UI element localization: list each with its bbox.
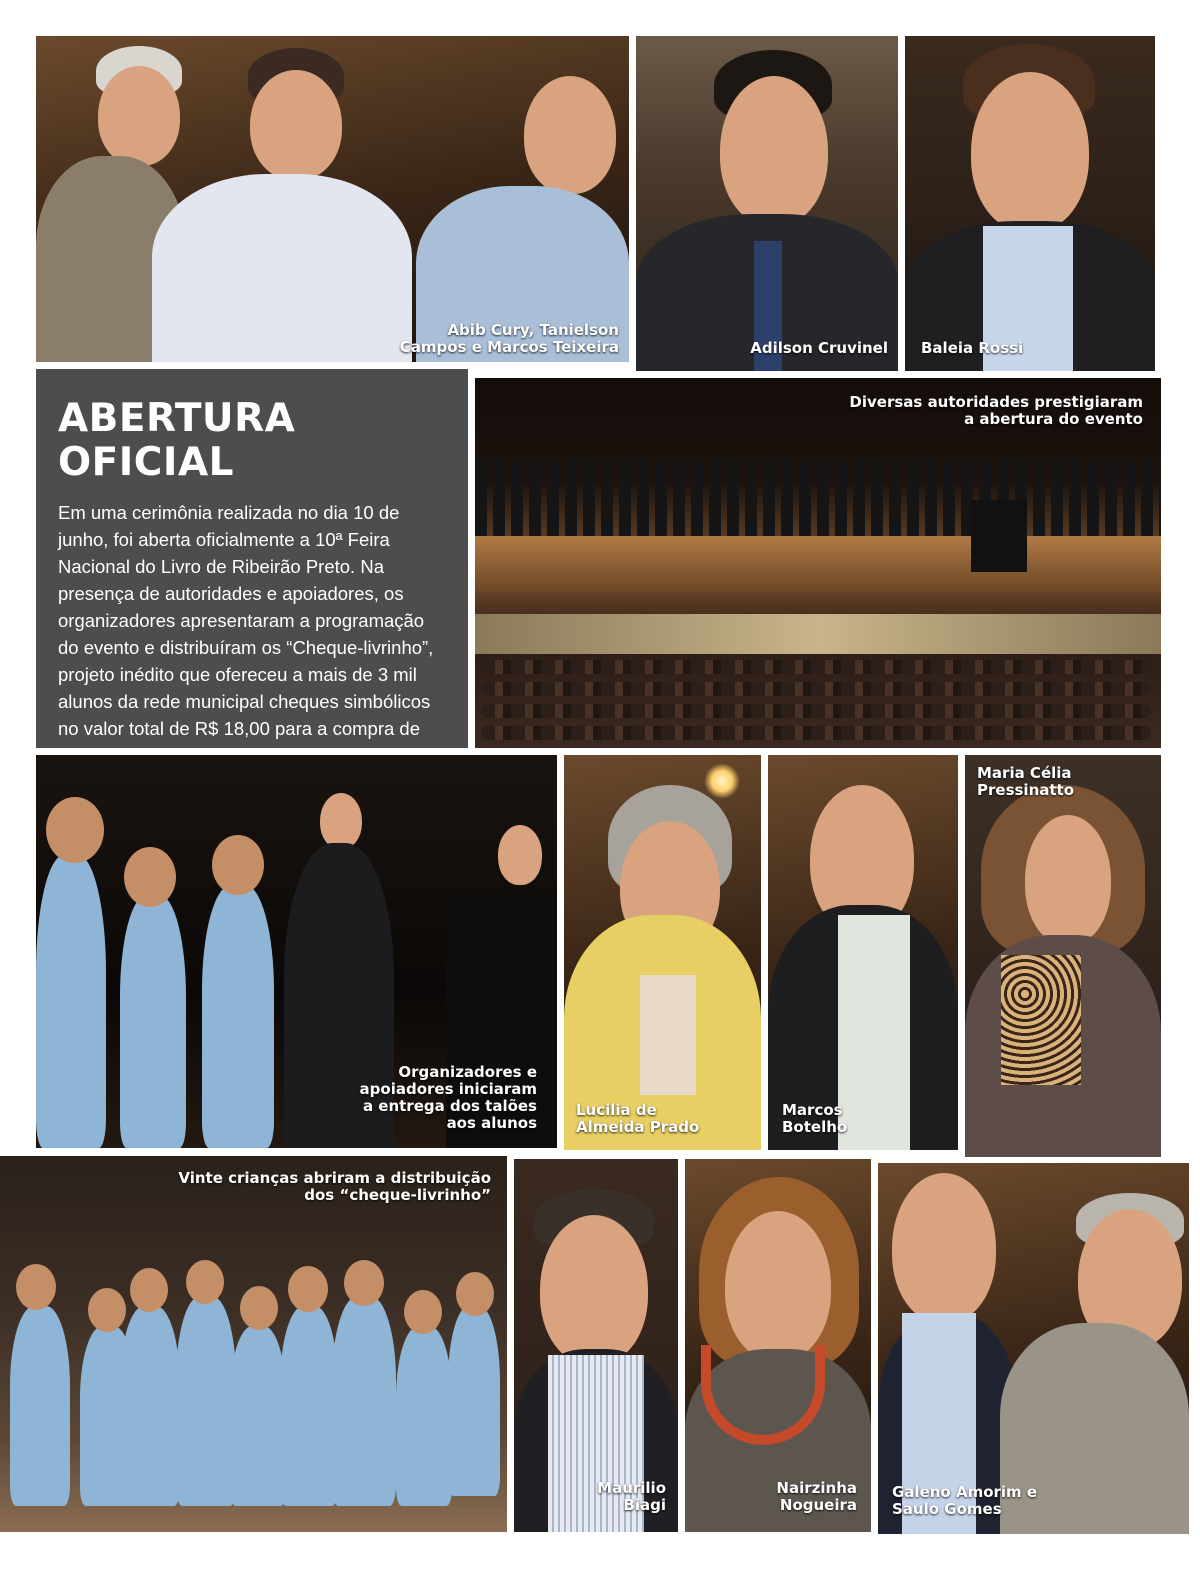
article-panel xyxy=(36,369,468,748)
caption-line: Maurilio xyxy=(597,1479,666,1497)
photo-galeno-amorim-saulo-gomes xyxy=(878,1163,1189,1534)
photo-twenty-children xyxy=(0,1156,507,1532)
student-figure xyxy=(10,1306,70,1506)
person-face xyxy=(320,793,362,849)
caption-abib-tanielson-marcos xyxy=(400,322,619,356)
ceiling-light xyxy=(704,763,740,799)
person-face xyxy=(498,825,542,885)
photo-organizers-students xyxy=(36,755,557,1148)
caption-lucilia-almeida-prado xyxy=(576,1102,699,1136)
student-figure xyxy=(448,1306,500,1496)
caption-line: Maria Célia xyxy=(977,764,1072,782)
student-figure xyxy=(396,1326,452,1506)
caption-line: Abib Cury, Tanielson xyxy=(447,321,619,339)
article-body: Em uma cerimônia realizada no dia 10 de junho, foi aberta oficialmente a 10ª Feira Nacional do Livro de Ribeirão Preto. Na presença de autoridades e apoiadores, os organizadores apresentaram a programação do evento e distribuíram os “Cheque-livrinho”, projeto inédito que ofereceu a mais de 3 mil alunos da rede municipal cheques simbólicos no valor total de R$ 18,00 para a compra de xyxy=(58,502,434,739)
photo-stage-authorities xyxy=(475,378,1161,748)
student-head xyxy=(240,1286,278,1330)
photo-maurilio-biagi xyxy=(514,1159,678,1532)
person-face xyxy=(720,76,828,226)
caption-line: Almeida Prado xyxy=(576,1118,700,1136)
caption-line: Pressinatto xyxy=(977,781,1075,799)
person-face xyxy=(98,66,180,166)
student-figure xyxy=(120,1306,180,1506)
caption-maria-celia-pressinatto xyxy=(977,765,1074,799)
photo-abib-tanielson-marcos xyxy=(36,36,629,362)
caption-line: dos “cheque-livrinho” xyxy=(304,1186,491,1204)
student-head xyxy=(404,1290,442,1334)
student-head xyxy=(212,835,264,895)
caption-twenty-children xyxy=(178,1170,491,1204)
caption-line: Lucilia de xyxy=(576,1101,657,1119)
caption-line: Biagi xyxy=(623,1496,666,1514)
article-title: ABERTURA OFICIAL xyxy=(58,396,296,485)
caption-line: a entrega dos talões xyxy=(362,1097,537,1115)
caption-galeno-amorim-saulo-gomes xyxy=(892,1484,1037,1518)
audience-row xyxy=(481,660,1151,674)
photo-maria-celia-pressinatto xyxy=(965,755,1161,1157)
person-shirt xyxy=(152,174,412,362)
caption-line: Diversas autoridades prestigiaram xyxy=(849,393,1143,411)
caption-line: Campos e Marcos Teixeira xyxy=(399,338,619,356)
photo-marcos-botelho xyxy=(768,755,958,1150)
caption-line: Saulo Gomes xyxy=(892,1500,1002,1518)
student-head xyxy=(344,1260,384,1306)
student-figure xyxy=(202,885,274,1148)
person-shirt xyxy=(838,915,910,1150)
student-head xyxy=(130,1268,168,1312)
stage-floor xyxy=(475,536,1161,592)
caption-line: Organizadores e xyxy=(398,1063,537,1081)
caption-line: aos alunos xyxy=(446,1114,537,1132)
photo-adilson-cruvinel xyxy=(636,36,898,371)
person-face xyxy=(892,1173,996,1323)
student-head xyxy=(88,1288,126,1332)
student-figure xyxy=(230,1326,286,1506)
caption-line: Marcos xyxy=(782,1101,843,1119)
caption-line: a abertura do evento xyxy=(964,410,1143,428)
person-blouse xyxy=(640,975,696,1095)
audience-row xyxy=(481,704,1151,718)
caption-marcos-botelho xyxy=(782,1102,847,1136)
student-head xyxy=(456,1272,494,1316)
caption-adilson-cruvinel: Adilson Cruvinel xyxy=(750,339,888,357)
caption-organizers-students xyxy=(360,1064,537,1132)
caption-line: apoiadores iniciaram xyxy=(359,1080,537,1098)
student-head xyxy=(16,1264,56,1310)
photo-baleia-rossi xyxy=(905,36,1155,371)
caption-line: Vinte crianças abriram a distribuição xyxy=(178,1169,491,1187)
student-head xyxy=(186,1260,224,1304)
student-head xyxy=(288,1266,328,1312)
caption-line: Galeno Amorim e xyxy=(892,1483,1038,1501)
podium xyxy=(971,500,1027,572)
student-head xyxy=(124,847,176,907)
audience-row xyxy=(481,682,1151,696)
caption-line: Nairzinha xyxy=(776,1479,857,1497)
balcony xyxy=(475,614,1161,654)
caption-line: Nogueira xyxy=(779,1496,857,1514)
audience-row xyxy=(481,726,1151,740)
person-face xyxy=(725,1211,831,1361)
caption-maurilio-biagi xyxy=(597,1480,666,1514)
caption-nairzinha-nogueira xyxy=(776,1480,857,1514)
person-scarf xyxy=(1001,955,1081,1085)
student-figure xyxy=(280,1306,338,1506)
person-face xyxy=(971,72,1089,232)
student-figure xyxy=(332,1296,396,1506)
person-face xyxy=(524,76,616,194)
person-face xyxy=(1025,815,1111,945)
caption-stage-authorities xyxy=(849,394,1143,428)
student-figure xyxy=(120,895,186,1148)
person-face xyxy=(540,1215,648,1365)
photo-nairzinha-nogueira xyxy=(685,1159,871,1532)
student-figure xyxy=(36,855,106,1148)
person-face xyxy=(250,70,342,180)
caption-line: Botelho xyxy=(782,1118,848,1136)
student-figure xyxy=(176,1296,236,1506)
photo-lucilia-almeida-prado xyxy=(564,755,761,1150)
caption-baleia-rossi: Baleia Rossi xyxy=(921,339,1024,357)
student-head xyxy=(46,797,104,863)
